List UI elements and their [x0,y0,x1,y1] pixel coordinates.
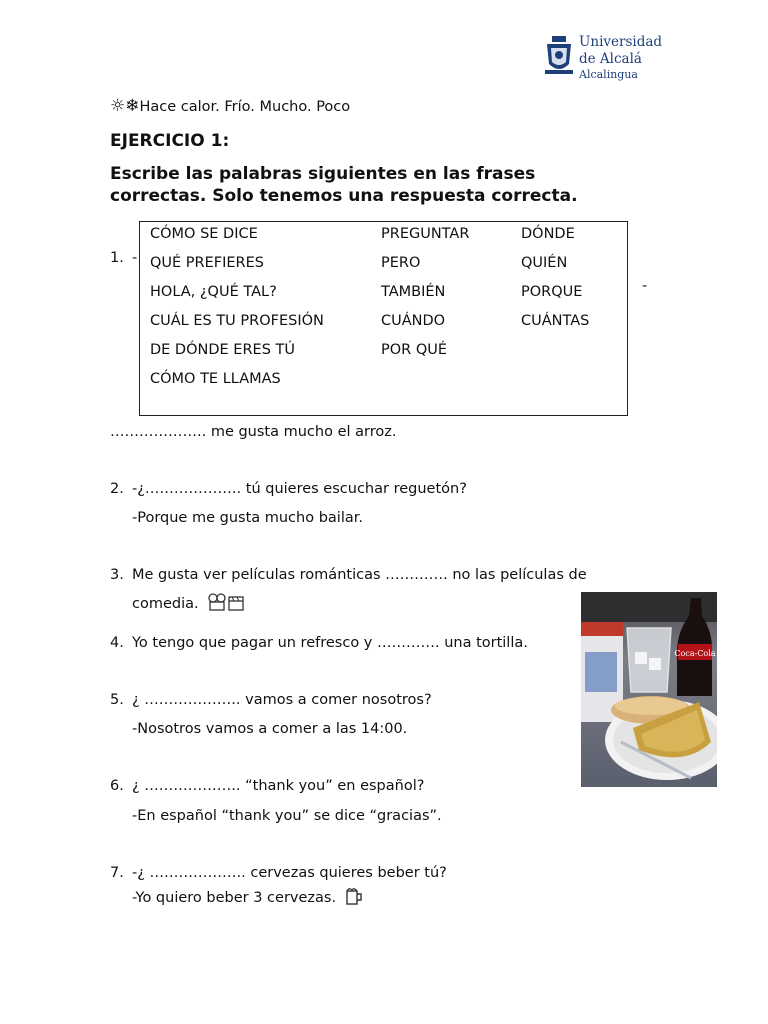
word-bank-item: CÓMO TE LLAMAS [150,371,281,387]
tortilla-and-coca-cola-photo [581,592,717,787]
question-2-text: -¿……………….. tú quieres escuchar reguetón? [132,481,467,497]
question-3-text: Me gusta ver películas románticas …………. no las películas de [132,567,587,583]
film-camera-icon [207,593,245,611]
university-crest-icon [543,34,575,78]
question-7-answer: -Yo quiero beber 3 cervezas. [132,890,337,906]
word-bank-box [139,221,628,416]
question-3-text-cont [132,593,245,613]
question-7-number: 7. [110,865,124,881]
question-5-number: 5. [110,692,124,708]
word-bank-item: HOLA, ¿QUÉ TAL? [150,284,277,300]
word-bank-item: QUIÉN [521,255,568,271]
word-bank-item: DE DÓNDE ERES TÚ [150,342,295,358]
word-bank-item: TAMBIÉN [381,284,446,300]
intro-text: Hace calor. Frío. Mucho. Poco [139,99,351,115]
question-6-text: ¿ ……………….. “thank you” en español? [132,778,425,794]
university-logo [543,34,663,84]
intro-line [110,97,350,116]
word-bank-item: DÓNDE [521,226,575,242]
logo-line-alcala: de Alcalá [579,51,642,67]
question-5-answer: -Nosotros vamos a comer a las 14:00. [132,721,408,737]
beer-mug-icon [345,887,363,905]
word-bank-item: PERO [381,255,421,271]
word-bank-item: CUÁNDO [381,313,446,329]
exercise-title: EJERCICIO 1: [110,131,230,151]
question-4-number: 4. [110,635,124,651]
question-5-text: ¿ ……………….. vamos a comer nosotros? [132,692,432,708]
word-bank-item: CUÁNTAS [521,313,590,329]
word-bank-item: POR QUÉ [381,342,448,358]
can-label: Coca-Cola [674,649,716,658]
logo-line-universidad: Universidad [579,34,663,50]
question-2-number: 2. [110,481,124,497]
question-4-text: Yo tengo que pagar un refresco y …………. una tortilla. [132,635,528,651]
word-bank-item: PREGUNTAR [381,226,470,242]
question-2-answer: -Porque me gusta mucho bailar. [132,510,363,526]
instructions: Escribe las palabras siguientes en las frases correctas. Solo tenemos una respuesta correcta. [110,164,578,206]
snowflake-icon: ❄ [125,96,140,116]
question-1-text: ……………….. me gusta mucho el arroz. [110,424,397,440]
question-7-text: -¿ ……………….. cervezas quieres beber tú? [132,865,447,881]
question-1-number: 1. [110,250,124,266]
question-3-text-end: comedia. [132,596,199,612]
sun-icon: ☼ [110,96,126,116]
word-bank-item: CÓMO SE DICE [150,226,258,242]
word-bank-item: QUÉ PREFIERES [150,255,264,271]
question-1-dash-right: - [642,278,648,294]
question-6-answer: -En español “thank you” se dice “gracias”. [132,808,442,824]
logo-line-alcalingua: Alcalingua [579,68,638,81]
word-bank-item: PORQUE [521,284,583,300]
question-7-answer-line [132,887,363,907]
question-6-number: 6. [110,778,124,794]
question-1-dash-left: - [132,250,138,266]
question-3-number: 3. [110,567,124,583]
word-bank-item: CUÁL ES TU PROFESIÓN [150,313,324,329]
